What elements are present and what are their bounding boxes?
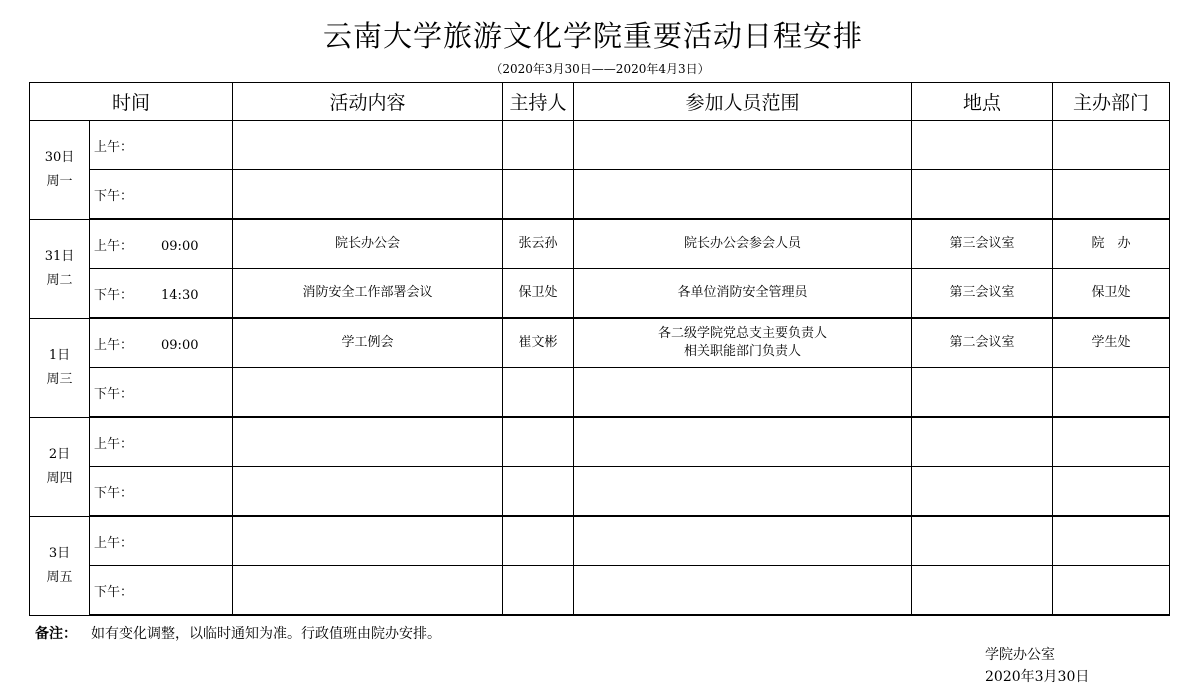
activity-content (233, 566, 503, 616)
location (912, 368, 1053, 418)
host-name (503, 467, 574, 517)
notes-label: 备注： (35, 626, 77, 642)
time-slot (90, 417, 233, 467)
day-date: 1日 (48, 347, 71, 363)
time-slot (90, 467, 233, 517)
day-label (30, 219, 90, 318)
activity-content (233, 121, 503, 170)
host-name (503, 566, 574, 616)
participants-line: 各单位消防安全管理员 (677, 285, 808, 300)
location (912, 516, 1053, 566)
host-department (1053, 368, 1170, 418)
participants-line-2: 相关职能部门负责人 (683, 344, 801, 359)
participants-line: 各二级学院党总支主要负责人 (657, 326, 827, 341)
host-name (503, 170, 574, 220)
location (912, 170, 1053, 220)
host-name (503, 417, 574, 467)
time-slot (90, 368, 233, 418)
table-row (30, 467, 1170, 517)
participants (574, 318, 912, 368)
participants (574, 269, 912, 319)
day-weekday: 周二 (46, 272, 73, 288)
header-location: 地点 (912, 83, 1053, 121)
host-department (1053, 170, 1170, 220)
activity-content (233, 368, 503, 418)
period-label: 下午： (94, 188, 134, 204)
period-label: 上午： (94, 436, 134, 452)
day-weekday: 周五 (46, 569, 73, 585)
participants (574, 219, 912, 269)
document-title: 云南大学旅游文化学院重要活动日程安排 (322, 19, 863, 53)
day-label (30, 121, 90, 220)
host-department (1053, 417, 1170, 467)
table-row (30, 219, 1170, 269)
activity-content (233, 516, 503, 566)
period-label: 下午： (94, 386, 134, 402)
header-content: 活动内容 (233, 83, 503, 121)
host-name: 崔文彬 (503, 318, 574, 368)
schedule-body (30, 121, 1170, 616)
host-department (1053, 467, 1170, 517)
location: 第二会议室 (912, 318, 1053, 368)
issue-date: 2020年3月30日 (985, 669, 1090, 685)
table-row (30, 516, 1170, 566)
day-weekday: 周一 (46, 173, 73, 189)
table-row (30, 566, 1170, 616)
period-label: 下午： (94, 584, 134, 600)
time-slot (90, 566, 233, 616)
host-department (1053, 121, 1170, 170)
location: 第三会议室 (912, 219, 1053, 269)
participants-line: 院长办公会参会人员 (683, 236, 801, 251)
activity-content (233, 417, 503, 467)
start-time: 14:30 (161, 287, 199, 303)
day-label (30, 417, 90, 516)
day-weekday: 周四 (46, 470, 73, 486)
participants (574, 417, 912, 467)
table-row (30, 318, 1170, 368)
time-slot (90, 170, 233, 220)
location (912, 467, 1053, 517)
table-row (30, 121, 1170, 170)
day-label (30, 516, 90, 615)
header-host: 主持人 (503, 83, 574, 121)
host-name (503, 368, 574, 418)
host-department: 保卫处 (1053, 269, 1170, 319)
header-participants: 参加人员范围 (574, 83, 912, 121)
day-label (30, 318, 90, 417)
start-time: 09:00 (161, 238, 199, 254)
participants (574, 121, 912, 170)
date-range-subtitle: （2020年3月30日——2020年4月3日） (490, 62, 710, 76)
period-label: 下午： (94, 287, 134, 303)
host-name (503, 121, 574, 170)
host-name: 张云孙 (503, 219, 574, 269)
time-slot (90, 516, 233, 566)
period-label: 下午： (94, 485, 134, 501)
time-slot (90, 318, 233, 368)
time-slot (90, 269, 233, 319)
period-label: 上午： (94, 337, 134, 353)
activity-content (233, 170, 503, 220)
period-label: 上午： (94, 238, 134, 254)
table-row (30, 417, 1170, 467)
location: 第三会议室 (912, 269, 1053, 319)
host-name (503, 516, 574, 566)
table-row (30, 170, 1170, 220)
time-slot (90, 219, 233, 269)
start-time: 09:00 (161, 337, 199, 353)
participants (574, 368, 912, 418)
participants (574, 467, 912, 517)
day-date: 2日 (48, 446, 71, 462)
location (912, 566, 1053, 616)
host-name: 保卫处 (503, 269, 574, 319)
header-time: 时间 (30, 83, 233, 121)
activity-content: 消防安全工作部署会议 (233, 269, 503, 319)
location (912, 121, 1053, 170)
host-department (1053, 566, 1170, 616)
header-department: 主办部门 (1053, 83, 1170, 121)
activity-content: 院长办公会 (233, 219, 503, 269)
host-department (1053, 516, 1170, 566)
notes-text: 如有变化调整，以临时通知为准。行政值班由院办安排。 (91, 626, 441, 642)
participants (574, 566, 912, 616)
day-date: 30日 (44, 149, 75, 165)
issuing-office: 学院办公室 (985, 647, 1055, 663)
period-label: 上午： (94, 535, 134, 551)
schedule-table (29, 82, 1170, 616)
period-label: 上午： (94, 139, 134, 155)
participants (574, 516, 912, 566)
day-weekday: 周三 (46, 371, 73, 387)
activity-content (233, 467, 503, 517)
table-row (30, 269, 1170, 319)
table-row (30, 368, 1170, 418)
host-department: 院 办 (1053, 219, 1170, 269)
location (912, 417, 1053, 467)
header-row (30, 83, 1170, 121)
notes (35, 623, 441, 643)
host-department: 学生处 (1053, 318, 1170, 368)
day-date: 31日 (44, 248, 75, 264)
time-slot (90, 121, 233, 170)
day-date: 3日 (48, 545, 71, 561)
activity-content: 学工例会 (233, 318, 503, 368)
participants (574, 170, 912, 220)
